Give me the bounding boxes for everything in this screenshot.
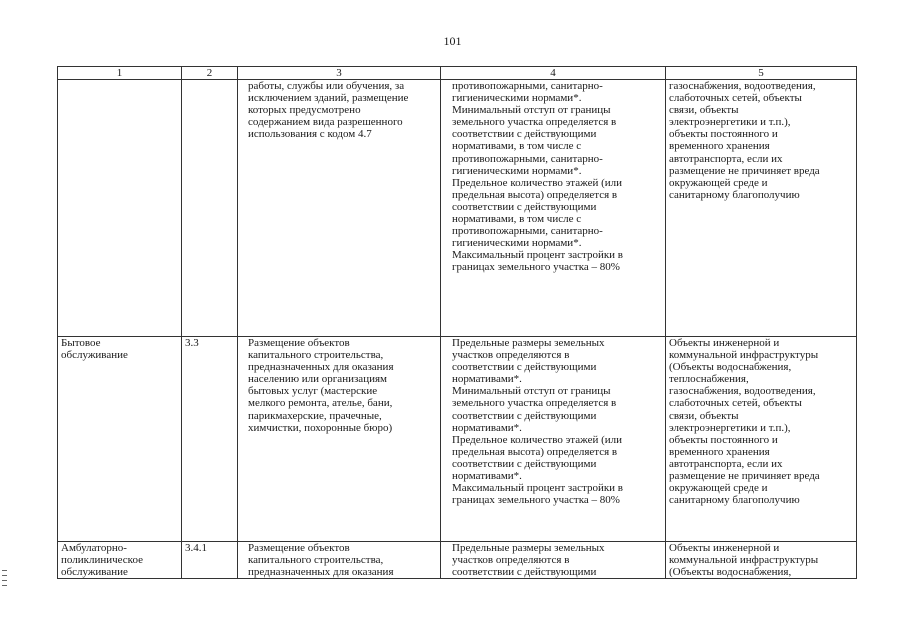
- header-col-3: 3: [238, 67, 441, 80]
- parameters-cell: противопожарными, санитарно- гигиеническими нормами*. Минимальный отступ от границы земельного участка определяется в соответствии с действующими нормативами, в том числе с противопожарными, санитарно- гигиеническими нормами*. Предельное количество этажей (или предельная высота) определяется в соответствии с действующими нормативами, в том числе с противопожарными, санитарно- гигиеническими нормами*. Максимальный процент застройки в границах земельного участка – 80%: [441, 80, 666, 337]
- header-col-5: 5: [666, 67, 857, 80]
- use-code-cell: [182, 80, 238, 337]
- auxiliary-uses-cell: Объекты инженерной и коммунальной инфраструктуры (Объекты водоснабжения, теплоснабжения, газоснабжения, водоотведения, слаботочных сетей, объекты связи, объекты электроэнергетики и т.п.), объекты постоянного и временного хранения автотранспорта, если их размещение не причиняет вреда окружающей среде и санитарному благополучию: [666, 337, 857, 542]
- table-row: [58, 80, 857, 337]
- table-header-row: [58, 67, 857, 80]
- use-name-cell: [58, 80, 182, 337]
- page-number: 101: [443, 34, 462, 48]
- table-row: [58, 337, 857, 542]
- table-row: [58, 542, 857, 579]
- use-code-cell: 3.4.1: [182, 542, 238, 579]
- parameters-cell: Предельные размеры земельных участков определяются в соответствии с действующими: [441, 542, 666, 579]
- use-code-cell: 3.3: [182, 337, 238, 542]
- use-description-cell: работы, службы или обучения, за исключением зданий, размещение которых предусмотрено содержанием вида разрешенного использования с кодом 4.7: [238, 80, 441, 337]
- header-col-4: 4: [441, 67, 666, 80]
- parameters-cell: Предельные размеры земельных участков определяются в соответствии с действующими нормативами*. Минимальный отступ от границы земельного участка определяется в соответствии с действующими нормативами*. Предельное количество этажей (или предельная высота) определяется в соответствии с действующими нормативами*. Максимальный процент застройки в границах земельного участка – 80%: [441, 337, 666, 542]
- header-col-1: 1: [58, 67, 182, 80]
- auxiliary-uses-cell: газоснабжения, водоотведения, слаботочных сетей, объекты связи, объекты электроэнергетики и т.п.), объекты постоянного и временного хранения автотранспорта, если их размещение не причиняет вреда окружающей среде и санитарному благополучию: [666, 80, 857, 337]
- use-description-cell: Размещение объектов капитального строительства, предназначенных для оказания: [238, 542, 441, 579]
- regulations-table: [57, 66, 857, 579]
- use-name-cell: Амбулаторно- поликлиническое обслуживание: [58, 542, 182, 579]
- auxiliary-uses-cell: Объекты инженерной и коммунальной инфраструктуры (Объекты водоснабжения,: [666, 542, 857, 579]
- use-description-cell: Размещение объектов капитального строительства, предназначенных для оказания населению или организациям бытовых услуг (мастерские мелкого ремонта, ателье, бани, парикмахерские, прачечные, химчистки, похоронные бюро): [238, 337, 441, 542]
- margin-marks: [2, 570, 8, 610]
- header-col-2: 2: [182, 67, 238, 80]
- use-name-cell: Бытовое обслуживание: [58, 337, 182, 542]
